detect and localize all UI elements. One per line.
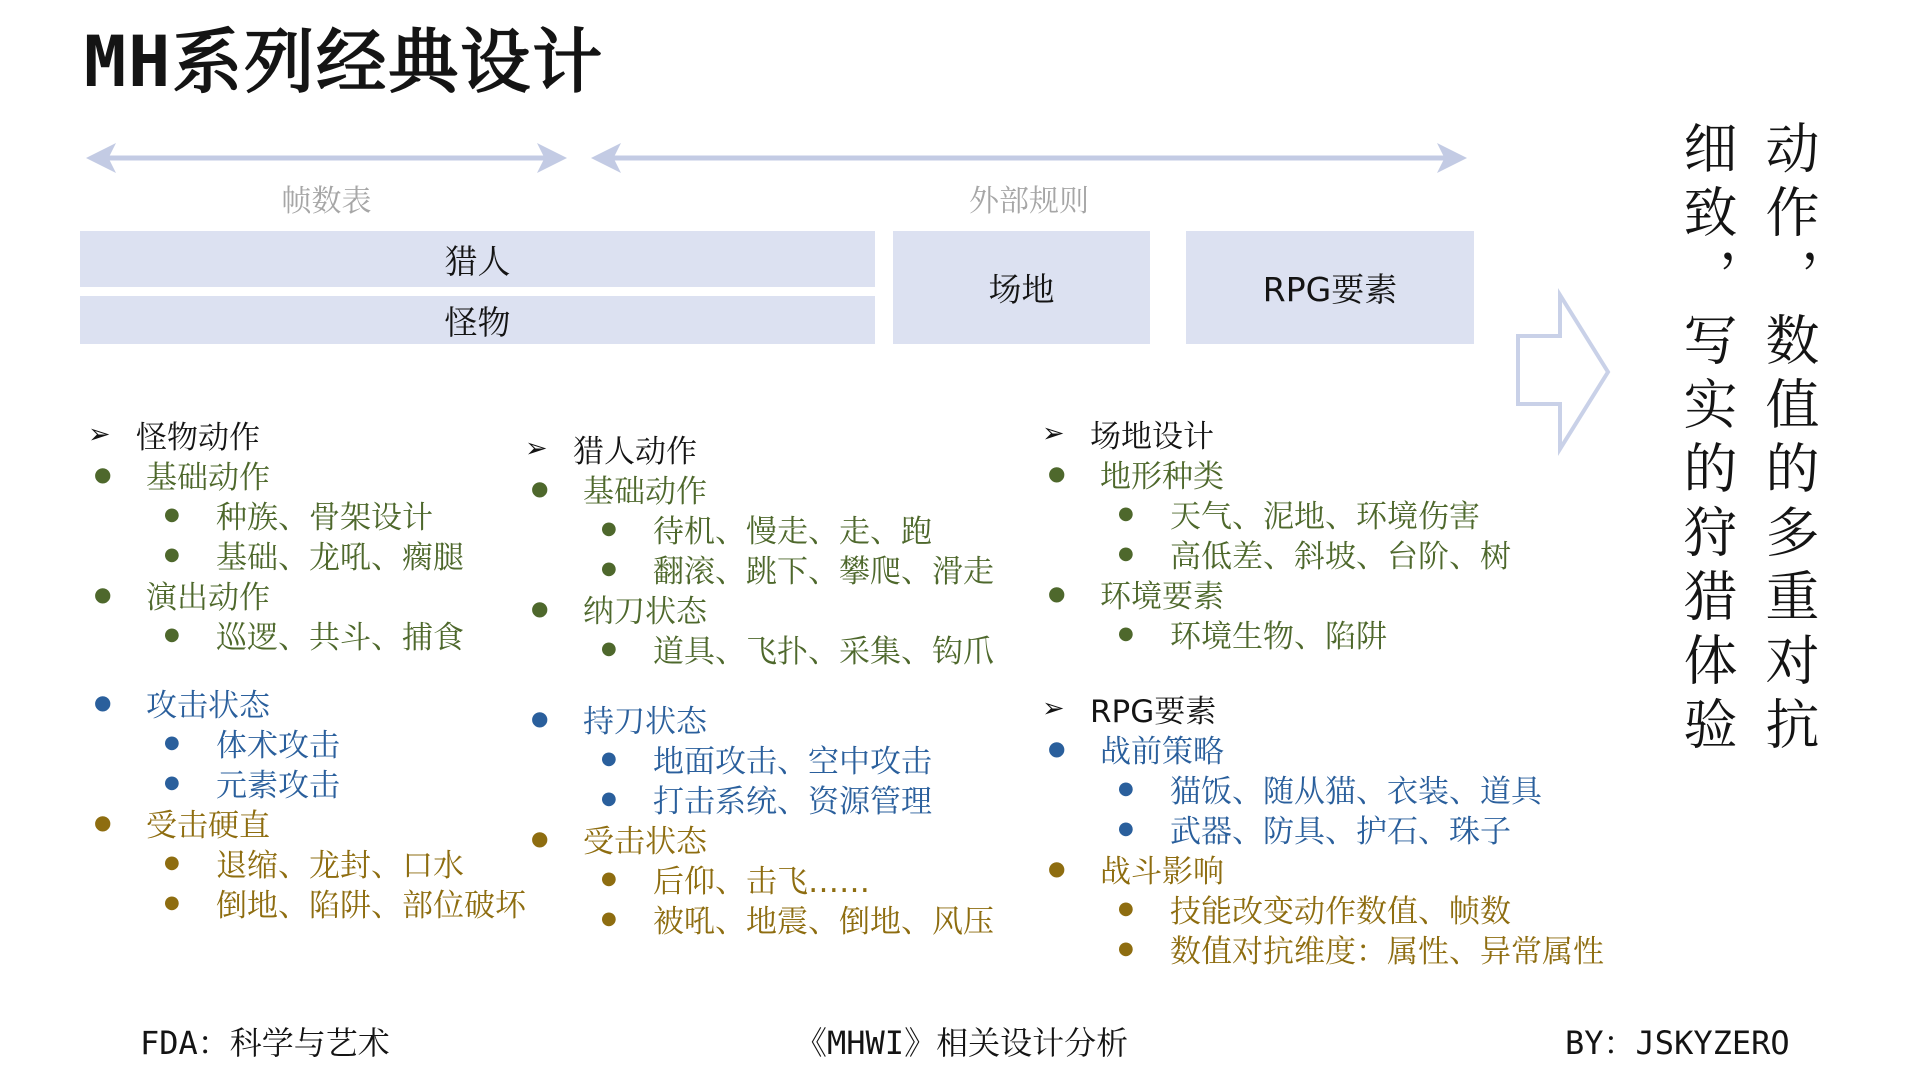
rpg-box: RPG要素: [1186, 231, 1474, 344]
list-column-hunter: [525, 428, 995, 938]
list-item-label: 基础、龙吼、瘸腿: [216, 539, 464, 576]
list-item: [88, 762, 558, 802]
list-item-label: 猫饭、随从猫、衣装、道具: [1170, 773, 1542, 810]
list-item: [525, 588, 995, 628]
list-item-label: 种族、骨架设计: [216, 499, 433, 536]
list-item-label: 被吼、地震、倒地、风压: [653, 903, 994, 940]
list-column-monster: [88, 414, 558, 922]
list-item-label: 环境要素: [1100, 578, 1224, 615]
big-right-arrow-icon: [1500, 280, 1630, 470]
list-item: [525, 628, 995, 668]
list-item: [1042, 533, 1662, 573]
list-item: [525, 428, 995, 468]
list-item-label: 地面攻击、空中攻击: [653, 743, 932, 780]
list-item: [1042, 928, 1662, 968]
list-section: [525, 428, 995, 668]
list-column-field-rpg: [1042, 413, 1662, 968]
arrow-bullet-icon: ➢: [525, 432, 548, 464]
list-item-label: 体术攻击: [216, 727, 340, 764]
footer-mhwi-analysis: 《MHWI》相关设计分析: [795, 1024, 1129, 1062]
list-item: [88, 574, 558, 614]
list-section: [88, 682, 558, 922]
list-item: [1042, 688, 1662, 728]
circle-bullet-icon: ●: [601, 747, 617, 769]
list-item: [525, 858, 995, 898]
list-item: [525, 468, 995, 508]
circle-bullet-icon: ●: [1118, 937, 1134, 959]
list-item: [525, 898, 995, 938]
circle-bullet-icon: ●: [1048, 461, 1066, 485]
list-section: [88, 414, 558, 654]
list-item-label: 武器、防具、护石、珠子: [1170, 813, 1511, 850]
circle-bullet-icon: ●: [601, 637, 617, 659]
list-item: [525, 818, 995, 858]
circle-bullet-icon: ●: [164, 543, 180, 565]
list-item-label: 道具、飞扑、采集、钩爪: [653, 633, 994, 670]
list-item-label: 猎人动作: [573, 433, 697, 470]
list-item: [1042, 493, 1662, 533]
list-item-label: 待机、慢走、走、跑: [653, 513, 932, 550]
circle-bullet-icon: ●: [1118, 622, 1134, 644]
arrow-bullet-icon: ➢: [1042, 692, 1065, 724]
vertical-text-detailed-realistic-hunt: 细致，写实的狩猎体验: [1675, 120, 1738, 760]
list-item: [88, 882, 558, 922]
circle-bullet-icon: ●: [601, 867, 617, 889]
circle-bullet-icon: ●: [94, 810, 112, 834]
list-item-label: 战斗影响: [1100, 853, 1224, 890]
circle-bullet-icon: ●: [164, 771, 180, 793]
list-item-label: 纳刀状态: [583, 593, 707, 630]
list-item-label: 高低差、斜坡、台阶、树: [1170, 538, 1511, 575]
circle-bullet-icon: ●: [94, 462, 112, 486]
circle-bullet-icon: ●: [1118, 502, 1134, 524]
circle-bullet-icon: ●: [1048, 856, 1066, 880]
list-item: [1042, 613, 1662, 653]
list-item: [525, 738, 995, 778]
list-item-label: 元素攻击: [216, 767, 340, 804]
list-item-label: 数值对抗维度：属性、异常属性: [1170, 933, 1604, 970]
list-item: [1042, 573, 1662, 613]
circle-bullet-icon: ●: [601, 517, 617, 539]
circle-bullet-icon: ●: [94, 582, 112, 606]
list-item: [88, 454, 558, 494]
list-item-label: 基础动作: [583, 473, 707, 510]
circle-bullet-icon: ●: [164, 851, 180, 873]
circle-bullet-icon: ●: [164, 623, 180, 645]
circle-bullet-icon: ●: [1118, 897, 1134, 919]
circle-bullet-icon: ●: [601, 907, 617, 929]
list-item: [1042, 728, 1662, 768]
vertical-text-action-numeric-confrontation: 动作，数值的多重对抗: [1757, 120, 1820, 760]
list-item: [1042, 888, 1662, 928]
list-item-label: 退缩、龙封、口水: [216, 847, 464, 884]
circle-bullet-icon: ●: [1118, 817, 1134, 839]
list-item-label: 演出动作: [146, 579, 270, 616]
circle-bullet-icon: ●: [601, 557, 617, 579]
arrow-bullet-icon: ➢: [1042, 417, 1065, 449]
list-item-label: 打击系统、资源管理: [653, 783, 932, 820]
list-item-label: 受击状态: [583, 823, 707, 860]
list-item: [1042, 808, 1662, 848]
circle-bullet-icon: ●: [531, 596, 549, 620]
list-item: [88, 842, 558, 882]
list-item-label: 巡逻、共斗、捕食: [216, 619, 464, 656]
list-item-label: 攻击状态: [146, 687, 270, 724]
circle-bullet-icon: ●: [1048, 736, 1066, 760]
monster-box: 怪物: [80, 296, 875, 344]
list-item-label: 持刀状态: [583, 703, 707, 740]
list-item-label: 倒地、陷阱、部位破坏: [216, 887, 526, 924]
list-item: [88, 722, 558, 762]
circle-bullet-icon: ●: [94, 690, 112, 714]
circle-bullet-icon: ●: [164, 731, 180, 753]
list-item: [88, 682, 558, 722]
list-item-label: 场地设计: [1090, 418, 1214, 455]
list-item-label: RPG要素: [1090, 693, 1217, 730]
span-arrows: [0, 136, 1920, 180]
list-item: [88, 534, 558, 574]
circle-bullet-icon: ●: [164, 891, 180, 913]
circle-bullet-icon: ●: [601, 787, 617, 809]
list-item-label: 受击硬直: [146, 807, 270, 844]
page-title: MH系列经典设计: [84, 21, 605, 103]
list-item: [88, 614, 558, 654]
list-item-label: 战前策略: [1100, 733, 1224, 770]
list-item-label: 天气、泥地、环境伤害: [1170, 498, 1480, 535]
circle-bullet-icon: ●: [164, 503, 180, 525]
circle-bullet-icon: ●: [531, 826, 549, 850]
list-item-label: 翻滚、跳下、攀爬、滑走: [653, 553, 994, 590]
list-item-label: 后仰、击飞……: [653, 863, 870, 900]
footer-fda: FDA：科学与艺术: [140, 1024, 390, 1062]
list-item: [525, 548, 995, 588]
circle-bullet-icon: ●: [1118, 777, 1134, 799]
list-item-label: 怪物动作: [136, 419, 260, 456]
list-item-label: 基础动作: [146, 459, 270, 496]
list-item: [1042, 768, 1662, 808]
list-item: [1042, 848, 1662, 888]
list-item: [88, 802, 558, 842]
circle-bullet-icon: ●: [1048, 581, 1066, 605]
list-item: [525, 508, 995, 548]
hunter-box: 猎人: [80, 231, 875, 287]
list-item: [88, 494, 558, 534]
arrow-bullet-icon: ➢: [88, 418, 111, 450]
list-item-label: 环境生物、陷阱: [1170, 618, 1387, 655]
list-item-label: 技能改变动作数值、帧数: [1170, 893, 1511, 930]
list-section: [1042, 688, 1662, 968]
list-item: [525, 698, 995, 738]
list-item: [525, 778, 995, 818]
footer-author: BY：JSKYZERO: [1565, 1024, 1790, 1062]
circle-bullet-icon: ●: [531, 706, 549, 730]
list-item: [88, 414, 558, 454]
circle-bullet-icon: ●: [1118, 542, 1134, 564]
list-section: [525, 698, 995, 938]
list-item-label: 地形种类: [1100, 458, 1224, 495]
axis-label-frame-table: 帧数表: [281, 184, 372, 219]
field-box: 场地: [893, 231, 1150, 344]
circle-bullet-icon: ●: [531, 476, 549, 500]
axis-label-external-rules: 外部规则: [969, 184, 1089, 219]
